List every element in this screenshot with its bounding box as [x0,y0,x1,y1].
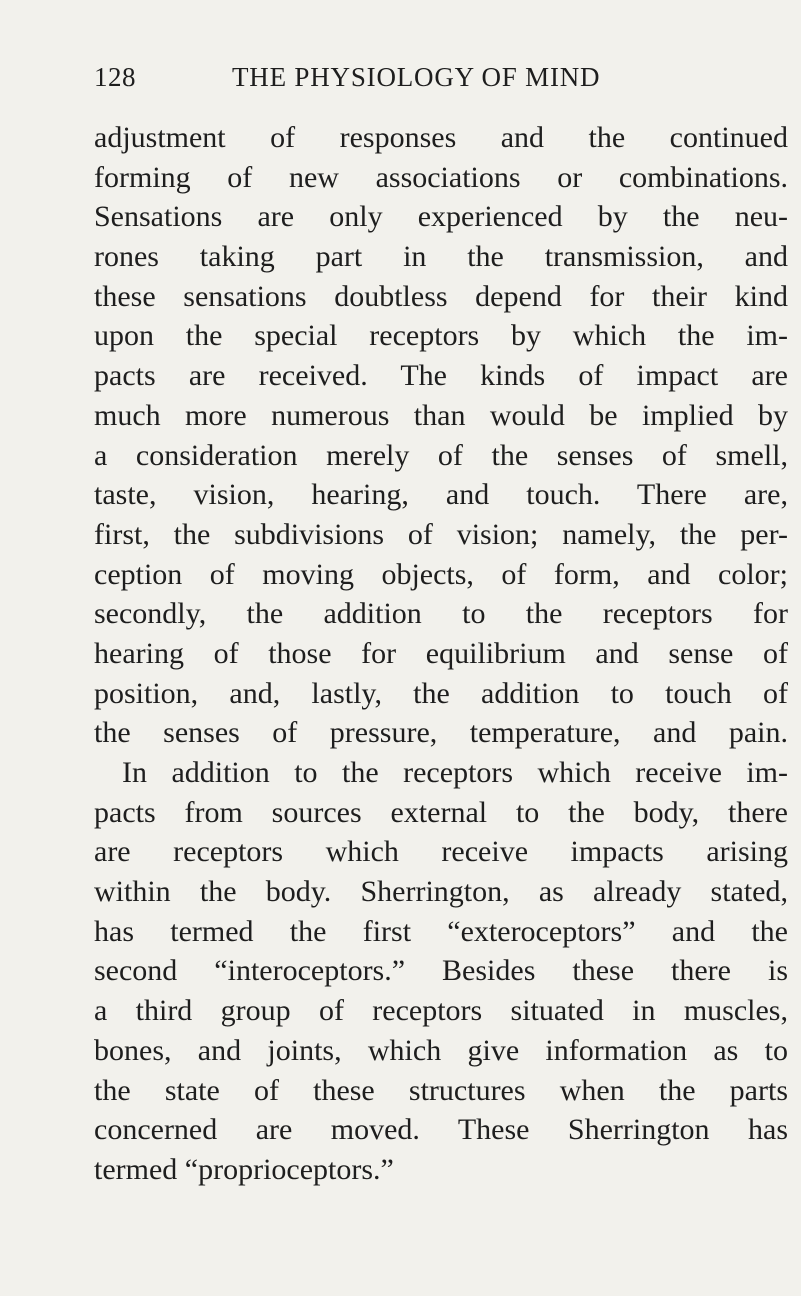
text-line: ception of moving objects, of form, and color; [94,557,788,591]
running-title: THE PHYSIOLOGY OF MIND [232,62,601,92]
page-number: 128 [94,62,136,92]
text-line: taste, vision, hearing, and touch. There are, [94,478,788,512]
running-head [94,62,680,102]
text-line: rones taking part in the transmission, and [94,240,788,274]
text-line: the senses of pressure, temperature, and pain. [94,716,788,750]
text-line: much more numerous than would be implied by [94,398,788,432]
text-line: are receptors which receive impacts arising [94,835,788,869]
text-line: first, the subdivisions of vision; namely, the per- [94,517,788,551]
text-line: secondly, the addition to the receptors for [94,597,788,631]
text-line: second “interoceptors.” Besides these there is [94,954,788,988]
text-line: bones, and joints, which give information as to [94,1033,788,1067]
text-line: pacts are received. The kinds of impact are [94,359,788,393]
text-line: within the body. Sherrington, as already stated, [94,875,788,909]
body-text [94,118,788,1190]
text-line: position, and, lastly, the addition to touch of [94,676,788,710]
text-line: a consideration merely of the senses of smell, [94,438,788,472]
text-line: Sensations are only experienced by the neu- [94,200,788,234]
text-line: the state of these structures when the parts [94,1073,788,1107]
text-line: hearing of those for equilibrium and sense of [94,636,788,670]
text-line: adjustment of responses and the continued [94,121,788,154]
text-line: concerned are moved. These Sherrington has [94,1113,788,1147]
text-line: a third group of receptors situated in muscles, [94,994,788,1028]
paragraph-start-line: In addition to the receptors which receive im- [122,756,788,789]
text-line: these sensations doubtless depend for their kind [94,279,788,313]
paragraph-end-line: termed “proprioceptors.” [94,1152,394,1186]
text-line: forming of new associations or combinations. [94,160,788,194]
text-line: pacts from sources external to the body, there [94,795,788,829]
text-line: upon the special receptors by which the im- [94,319,788,353]
text-line: has termed the first “exteroceptors” and the [94,914,788,948]
